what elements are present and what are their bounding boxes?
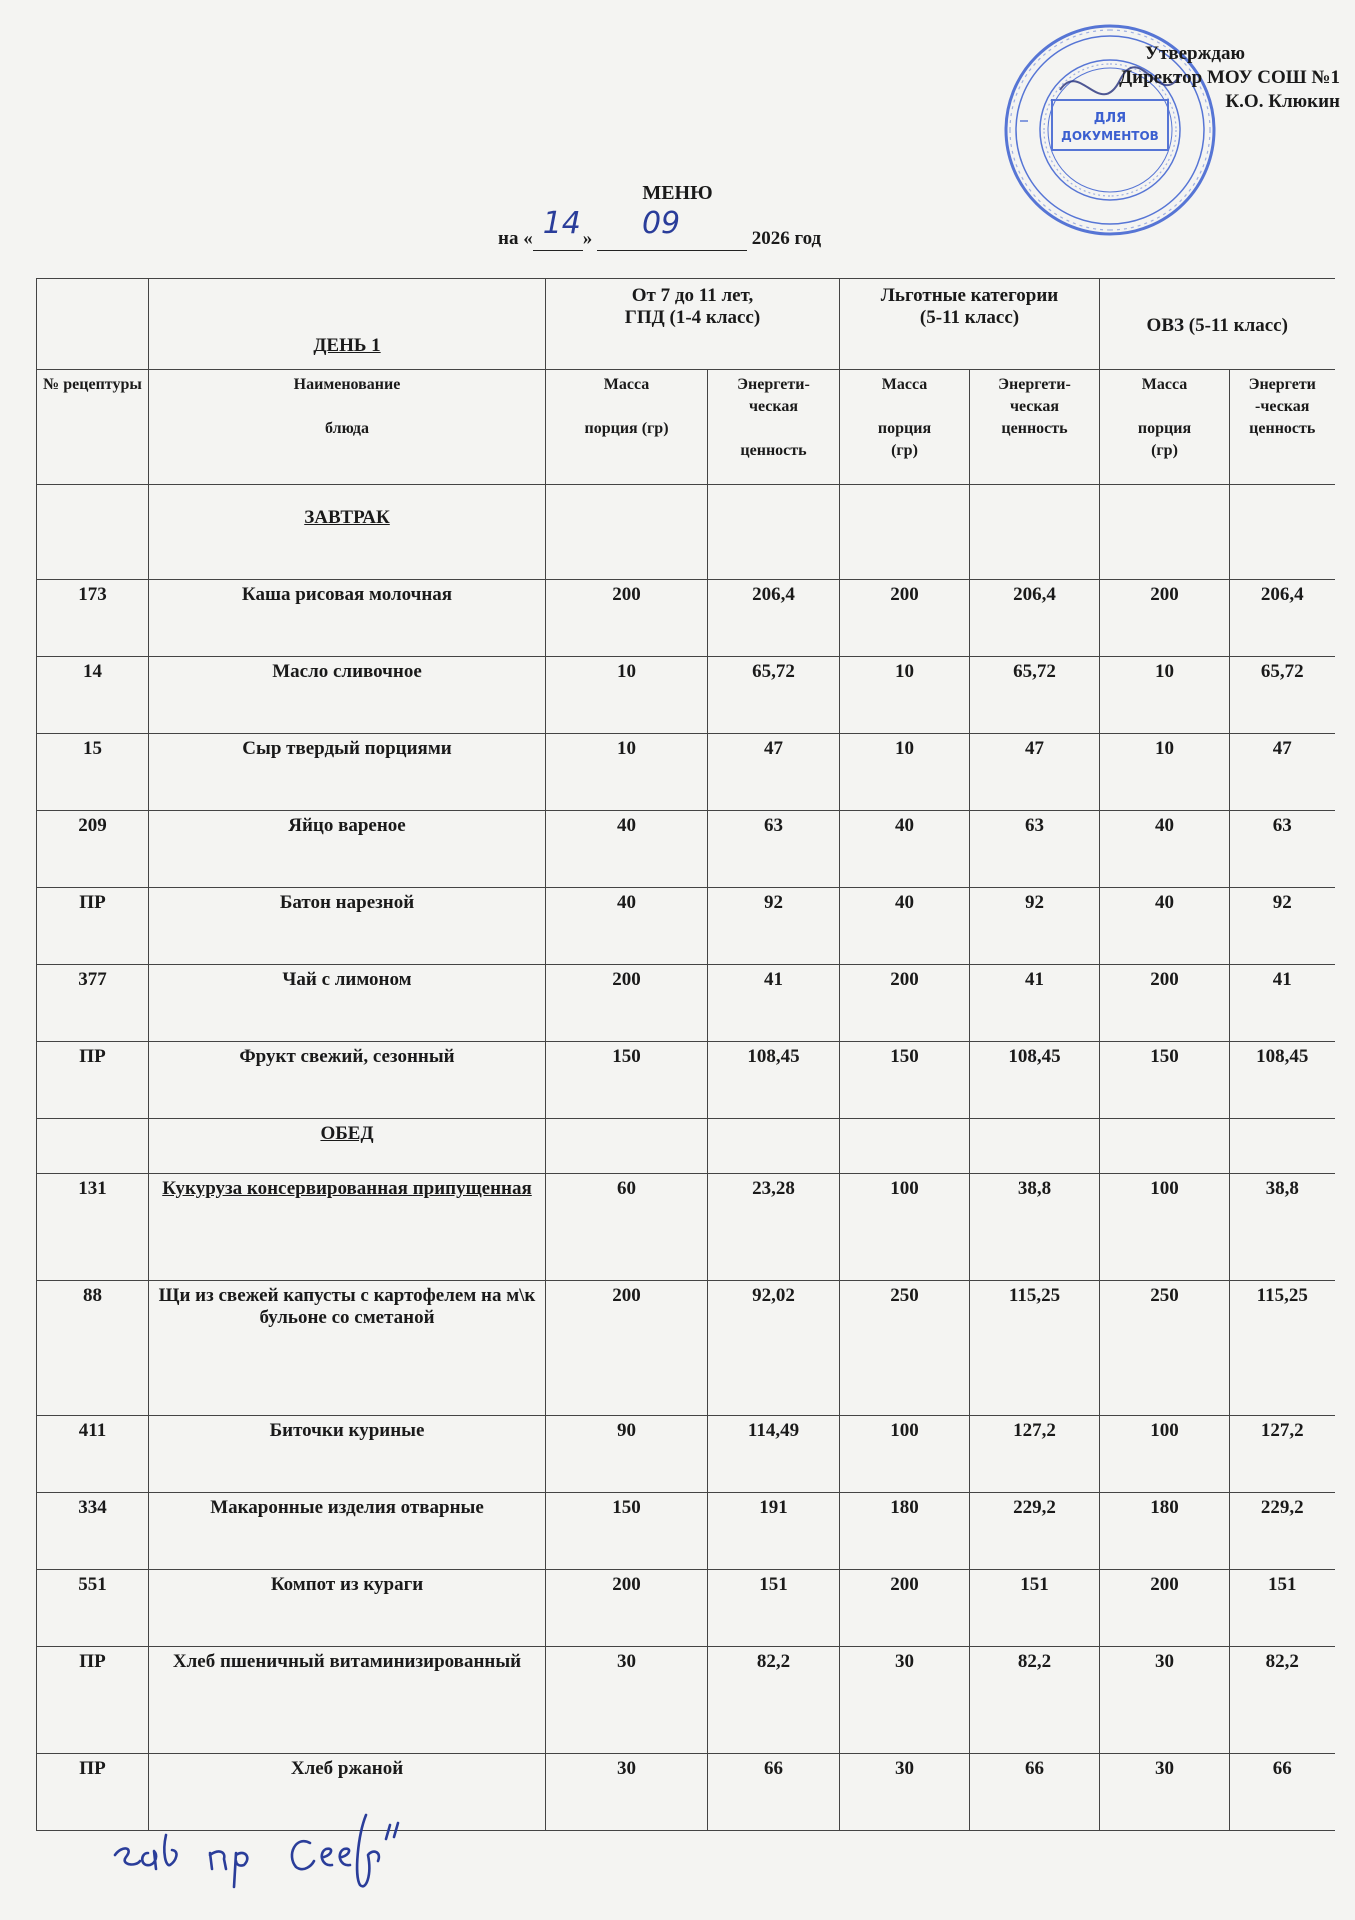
empty-cell [1230,485,1335,580]
cell-e3: 127,2 [1230,1416,1335,1493]
header-group-2: Льготные категории (5-11 класс) [840,279,1100,370]
date-mid: » [582,228,593,249]
cell-name: Кукуруза консервированная припущенная [149,1174,546,1281]
cell-e1: 65,72 [708,657,840,734]
table-row [37,1570,1335,1647]
cell-e1: 151 [708,1570,840,1647]
cell-e2: 66 [970,1754,1100,1831]
cell-e2: 127,2 [970,1416,1100,1493]
header-g2-energy: Энергети- ческая ценность [970,370,1100,485]
cell-m1: 10 [546,657,708,734]
cell-e1: 41 [708,965,840,1042]
empty-cell [708,485,840,580]
cell-m2: 40 [840,888,970,965]
empty-cell [970,1119,1100,1174]
empty-cell [1230,1119,1335,1174]
cell-e2: 41 [970,965,1100,1042]
section-title: ОБЕД [149,1119,546,1174]
cell-m1: 30 [546,1754,708,1831]
cell-m1: 150 [546,1493,708,1570]
header-g1-mass: Масса порция (гр) [546,370,708,485]
date-day: 14 [542,206,581,241]
cell-name: Чай с лимоном [149,965,546,1042]
cell-num: 377 [37,965,149,1042]
section-title: ЗАВТРАК [149,485,546,580]
empty-cell [1100,485,1230,580]
cell-num: 411 [37,1416,149,1493]
cell-m3: 100 [1100,1416,1230,1493]
cell-name: Биточки куриные [149,1416,546,1493]
cell-name: Хлеб ржаной [149,1754,546,1831]
cell-e2: 229,2 [970,1493,1100,1570]
approval-block [1000,42,1340,114]
menu-table [36,278,1335,1831]
date-line [498,206,822,251]
cell-m2: 150 [840,1042,970,1119]
cell-name: Щи из свежей капусты с картофелем на м\к бульоне со сметаной [149,1281,546,1416]
cell-e1: 92 [708,888,840,965]
cell-e2: 65,72 [970,657,1100,734]
cell-e1: 63 [708,811,840,888]
table-row [37,811,1335,888]
cell-name: Макаронные изделия отварные [149,1493,546,1570]
cell-m3: 250 [1100,1281,1230,1416]
cell-name: Масло сливочное [149,657,546,734]
approval-line-3: К.О. Клюкин [1225,91,1340,112]
cell-m3: 200 [1100,965,1230,1042]
date-month-field [597,206,747,251]
cell-name: Хлеб пшеничный витаминизированный [149,1647,546,1754]
cell-m2: 250 [840,1281,970,1416]
empty-cell [546,1119,708,1174]
cell-m1: 30 [546,1647,708,1754]
empty-cell [970,485,1100,580]
cell-m1: 40 [546,888,708,965]
cell-num: 209 [37,811,149,888]
cell-m2: 100 [840,1416,970,1493]
cell-num: ПР [37,1042,149,1119]
stamp-text-1: ДЛЯ [1093,111,1127,126]
cell-m3: 40 [1100,888,1230,965]
cell-m3: 40 [1100,811,1230,888]
date-prefix: на « [498,228,533,249]
header-row-1 [37,279,1335,370]
cell-e3: 108,45 [1230,1042,1335,1119]
cell-num: 173 [37,580,149,657]
cell-name: Каша рисовая молочная [149,580,546,657]
empty-cell [1100,1119,1230,1174]
header-col-num: № рецептуры [37,370,149,485]
approval-line-1: Утверждаю [1145,43,1245,64]
table-row [37,1174,1335,1281]
cell-e1: 66 [708,1754,840,1831]
cell-m3: 200 [1100,580,1230,657]
table-row [37,734,1335,811]
cell-m2: 30 [840,1754,970,1831]
table-row [37,1493,1335,1570]
cell-e2: 38,8 [970,1174,1100,1281]
cell-e1: 191 [708,1493,840,1570]
approval-line-2: Директор МОУ СОШ №1 [1119,67,1340,88]
cell-m1: 10 [546,734,708,811]
cell-m3: 150 [1100,1042,1230,1119]
cell-m3: 10 [1100,657,1230,734]
table-row [37,965,1335,1042]
cell-m2: 40 [840,811,970,888]
cell-e2: 115,25 [970,1281,1100,1416]
cell-e2: 47 [970,734,1100,811]
cell-e3: 229,2 [1230,1493,1335,1570]
header-g2-mass: Масса порция (гр) [840,370,970,485]
cell-num: 131 [37,1174,149,1281]
table-row [37,1281,1335,1416]
header-g3-energy: Энергети -ческая ценность [1230,370,1335,485]
header-g3-mass: Масса порция (гр) [1100,370,1230,485]
cell-name: Компот из кураги [149,1570,546,1647]
header-day: ДЕНЬ 1 [149,279,546,370]
cell-m2: 200 [840,965,970,1042]
date-month: 09 [641,206,681,241]
cell-e2: 63 [970,811,1100,888]
empty-cell [708,1119,840,1174]
empty-cell [546,485,708,580]
cell-m1: 90 [546,1416,708,1493]
cell-m1: 200 [546,965,708,1042]
cell-num: 334 [37,1493,149,1570]
header-empty [37,279,149,370]
handwritten-signature [110,1795,490,1890]
cell-e3: 63 [1230,811,1335,888]
table-row [37,657,1335,734]
table-row [37,1647,1335,1754]
cell-e3: 66 [1230,1754,1335,1831]
cell-e3: 38,8 [1230,1174,1335,1281]
stamp-text-2: ДОКУМЕНТОВ [1061,129,1159,143]
cell-m2: 30 [840,1647,970,1754]
cell-name: Яйцо вареное [149,811,546,888]
cell-e3: 151 [1230,1570,1335,1647]
cell-e1: 206,4 [708,580,840,657]
date-day-field [533,206,583,251]
cell-m1: 200 [546,580,708,657]
cell-e1: 47 [708,734,840,811]
cell-m1: 60 [546,1174,708,1281]
section-row [37,1119,1335,1174]
cell-name: Сыр твердый порциями [149,734,546,811]
cell-e1: 108,45 [708,1042,840,1119]
cell-num: 551 [37,1570,149,1647]
cell-m2: 180 [840,1493,970,1570]
empty-cell [840,485,970,580]
cell-num: ПР [37,1647,149,1754]
cell-m1: 200 [546,1281,708,1416]
header-group-3: ОВЗ (5-11 класс) [1100,279,1335,370]
cell-m3: 100 [1100,1174,1230,1281]
cell-e2: 92 [970,888,1100,965]
cell-num: 88 [37,1281,149,1416]
empty-cell [37,1119,149,1174]
table-row [37,580,1335,657]
header-g1-energy: Энергети- ческая ценность [708,370,840,485]
cell-num: 15 [37,734,149,811]
date-year: 2026 год [751,228,822,249]
cell-e2: 108,45 [970,1042,1100,1119]
empty-cell [37,485,149,580]
cell-num: ПР [37,888,149,965]
cell-e3: 47 [1230,734,1335,811]
cell-num: 14 [37,657,149,734]
cell-m1: 150 [546,1042,708,1119]
cell-name: Фрукт свежий, сезонный [149,1042,546,1119]
cell-m2: 10 [840,734,970,811]
cell-m1: 40 [546,811,708,888]
cell-e3: 206,4 [1230,580,1335,657]
header-row-2 [37,370,1335,485]
cell-name: Батон нарезной [149,888,546,965]
cell-m2: 100 [840,1174,970,1281]
empty-cell [840,1119,970,1174]
cell-m3: 30 [1100,1647,1230,1754]
cell-num: ПР [37,1754,149,1831]
cell-e2: 206,4 [970,580,1100,657]
cell-e3: 92 [1230,888,1335,965]
cell-e3: 65,72 [1230,657,1335,734]
cell-m2: 200 [840,1570,970,1647]
cell-e1: 114,49 [708,1416,840,1493]
cell-e2: 82,2 [970,1647,1100,1754]
cell-e3: 115,25 [1230,1281,1335,1416]
header-col-name: Наименование блюда [149,370,546,485]
table-row [37,1416,1335,1493]
cell-e1: 82,2 [708,1647,840,1754]
table-row [37,888,1335,965]
cell-m3: 10 [1100,734,1230,811]
cell-m3: 30 [1100,1754,1230,1831]
cell-m2: 200 [840,580,970,657]
section-row [37,485,1335,580]
page-title: МЕНЮ [642,182,713,204]
cell-e3: 82,2 [1230,1647,1335,1754]
cell-m3: 180 [1100,1493,1230,1570]
cell-e1: 92,02 [708,1281,840,1416]
cell-e3: 41 [1230,965,1335,1042]
cell-e1: 23,28 [708,1174,840,1281]
table-row [37,1042,1335,1119]
cell-m3: 200 [1100,1570,1230,1647]
header-group-1: От 7 до 11 лет, ГПД (1-4 класс) [546,279,840,370]
cell-e2: 151 [970,1570,1100,1647]
cell-m1: 200 [546,1570,708,1647]
cell-m2: 10 [840,657,970,734]
